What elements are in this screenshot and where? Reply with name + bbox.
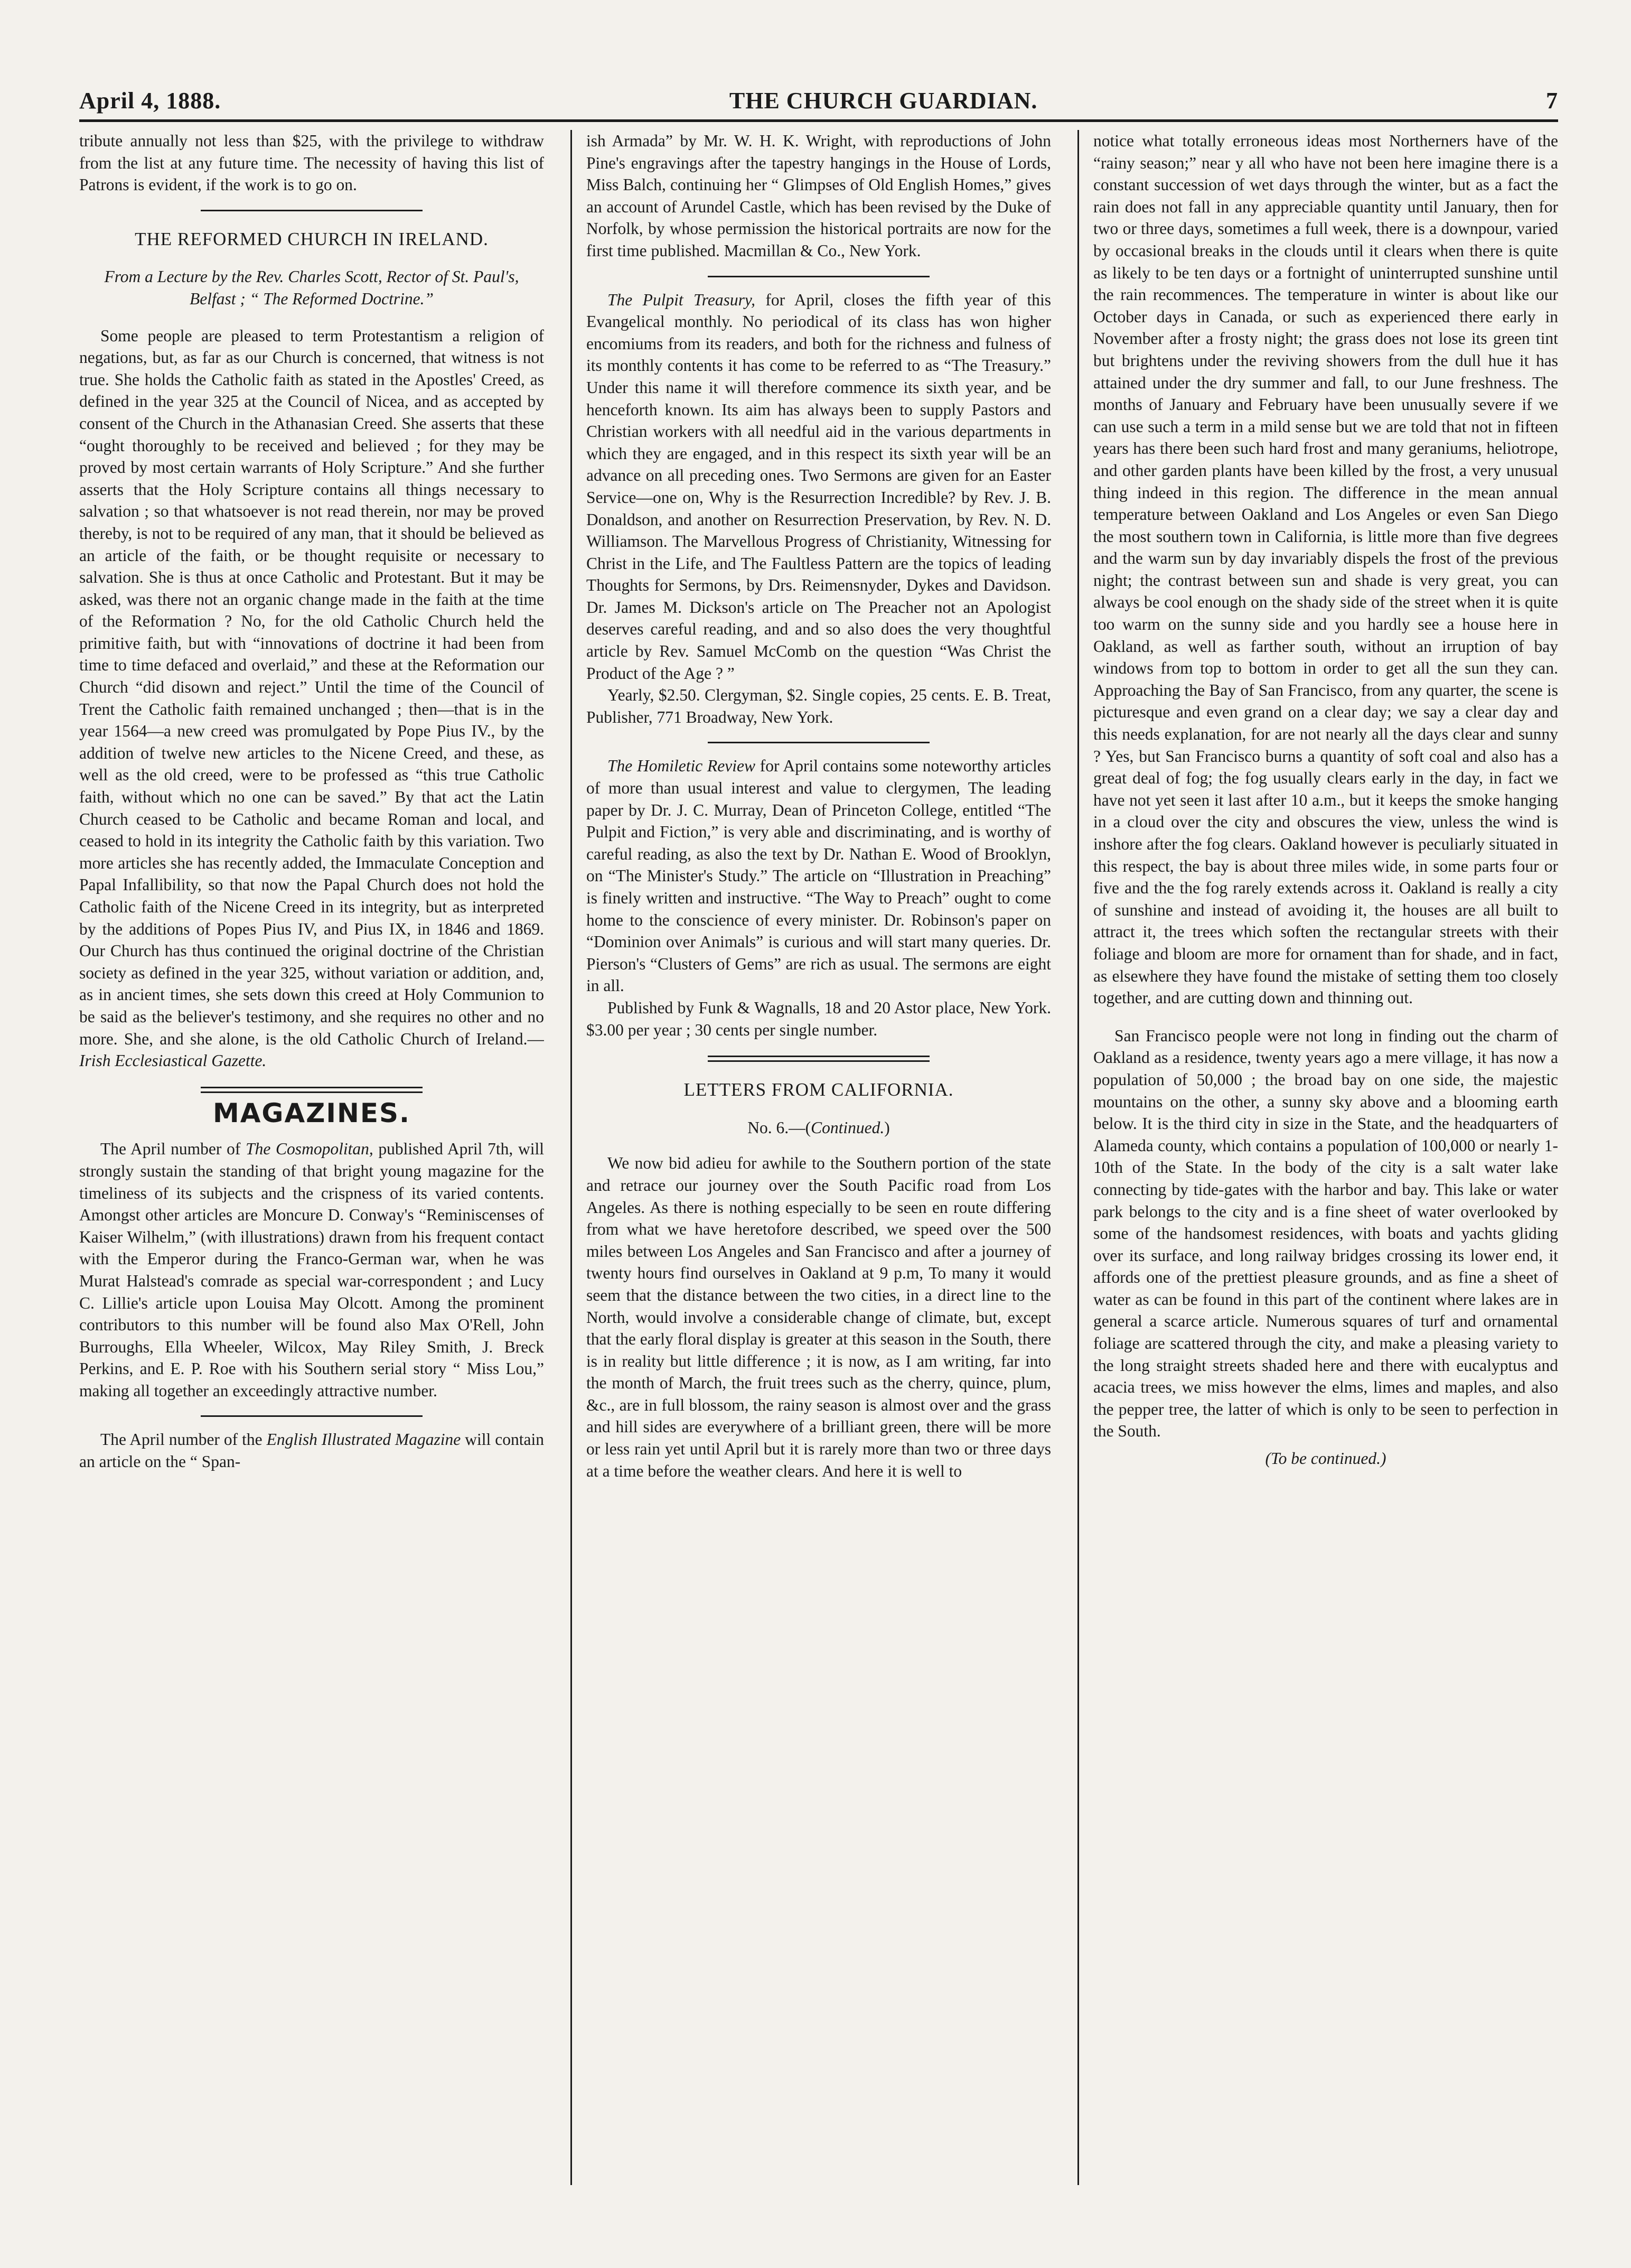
magazine-review — [79, 1138, 544, 1402]
section-heading-letters: LETTERS FROM CALIFORNIA. — [683, 1079, 954, 1100]
letter-number-text: No. 6.—( — [747, 1118, 811, 1137]
column-divider — [570, 130, 572, 2185]
column-2 — [586, 130, 1051, 2190]
header-rule — [79, 119, 1558, 122]
magazine-title: English Illustrated Magazine — [266, 1430, 461, 1449]
review-continuation: ish Armada” by Mr. W. H. K. Wright, with reproductions of John Pine's engravings after the tapestry hangings in the House of Lords, Miss Balch, continuing her “ Glimpses of Old English Homes,” gives an account of Arundel Castle, which has been revised by the Duke of Norfolk, by whose permission the historical portraits are now for the first time published. Macmillan & Co., New York. — [586, 132, 1051, 260]
page-number: 7 — [1546, 88, 1558, 114]
magazine-review — [586, 289, 1051, 685]
continued-label: Continued. — [811, 1118, 885, 1137]
review-text: The April number of the — [100, 1430, 267, 1449]
letter-number-text: ) — [884, 1118, 890, 1137]
subscription-info: Published by Funk & Wagnalls, 18 and 20 Astor place, New York. $3.00 per year ; 30 cents per single number. — [586, 998, 1051, 1039]
article-body — [79, 325, 544, 1072]
column-3 — [1093, 130, 1558, 2190]
letter-body: San Francisco people were not long in finding out the charm of Oakland as a residence, twenty years ago a mere village, it has now a population of 50,000 ; the broad bay on one side, the majestic mountains on the other, a sunny sky above and a blooming earth below. It is the third city in size in the State, and the headquarters of Alameda county, which contains a population of 100,000 or nearly 1-10th of the State. In the body of the city is a salt water lake connecting by tide-gates with the harbor and bay. This lake or water park belongs to the city and is a fine sheet of water overlooked by some of the handsomest residences, with boats and yachts gliding over its surface, and long railway bridges crossing its lower end, it affords one of the prettiest pleasure grounds, and as fine a sheet of water as can be found in this part of the continent where lakes are in general a scarce article. Numerous squares of turf and ornamental foliage are scattered through the city, and make a pleasing variety to the long straight streets shaded here and there with eucalyptus and acacia trees, we miss however the elms, limes and maples, and also the pepper tree, the latter of which is only to be seen to perfection in the South. — [1093, 1026, 1558, 1441]
section-rule — [708, 276, 930, 277]
review-text: for April, closes the fifth year of this Evangelical monthly. No periodical of its class has won higher encomiums from its readers, and both for the richness and fulness of its monthly contents it has come to be referred to as “The Treasury.” Under this name it will therefore commence its sixth year, and be henceforth known. Its aim has always been to supply Pastors and Christian workers with all needful aid in the various departments in which they are engaged, and in this respect its sixth year will be an advance on all preceding ones. Two Sermons are given for an Easter Service—one on, Why is the Resurrection Incredible? by Rev. J. B. Donaldson, and another on Resurrection Preservation, by Rev. N. D. Williamson. The Marvellous Progress of Christianity, Witnessing for Christ in the Life, and The Faultless Pattern are the topics of leading Thoughts for Sermons, by Drs. Reimensnyder, Dykes and Davidson. Dr. James M. Dickson's article on The Preacher not an Apologist deserves careful reading, and and so also does the very thoughtful article by Rev. Samuel McComb on the question “Was Christ the Product of the Age ? ” — [586, 290, 1051, 683]
column-divider — [1077, 130, 1079, 2185]
review-text: The April number of — [100, 1140, 246, 1159]
magazine-title: The Cosmopolitan, — [246, 1140, 373, 1159]
section-rule — [201, 1087, 423, 1093]
review-text: published April 7th, will strongly sustain the standing of that bright young magazine for the timeliness of its subjects and the crispness of its varied contents. Amongst other articles are Moncure D. Conway's “Reminiscenses of Kaiser Wilhelm,” (with illustrations) drawn from his frequent contact with the Emperor during the Franco-German war, when he was Murat Halstead's comrade as special war-correspondent ; and Lucy C. Lillie's article upon Louisa May Olcott. Among the prominent contributors to this number will be found also Max O'Rell, John Burroughs, Ella Wheeler, Wilcox, May Riley Smith, J. Breck Perkins, and E. P. Roe with his Southern serial story “ Miss Lou,” making all together an exceedingly attractive number. — [79, 1140, 544, 1400]
article-byline: From a Lecture by the Rev. Charles Scott, Rector of St. Paul's, Belfast ; “ The Reformed Doctrine.” — [104, 267, 519, 308]
masthead-title: THE CHURCH GUARDIAN. — [729, 88, 1038, 114]
subscription-info: Yearly, $2.50. Clergyman, $2. Single copies, 25 cents. E. B. Treat, Publisher, 771 Broadway, New York. — [586, 686, 1051, 726]
article-text: Some people are pleased to term Protestantism a religion of negations, but, as far as our Church is concerned, that witness is not true. She holds the Catholic faith as stated in the Apostles' Creed, as defined in the year 325 at the Council of Nicea, and as accepted by consent of the Church in the Athanasian Creed. She asserts that these “ought thoroughly to be received and believed ; for they may be proved by most certain warrants of Holy Scripture.” And she further asserts that the Holy Scripture contains all things necessary to salvation ; so that whatsoever is not read therein, nor may be proved thereby, is not to be required of any man, that it should be believed as an article of the faith, or be thought requisite or necessary to salvation. She is thus at once Catholic and Protestant. But it may be asked, was there not an organic change made in the faith at the time of the Reformation ? No, for the old Catholic Church held the primitive faith, but with “innovations of doctrine it had been from time to time defaced and overlaid,” and these at the Reformation our Church “did disown and reject.” Until the time of the Council of Trent the Catholic faith remained unchanged ; then—that is in the year 1564—a new creed was promulgated by Pope Pius IV., by the addition of twelve new articles to the Nicene Creed, and these, as well as the old creed, were to be professed as “this true Catholic faith, without which no one can be saved.” By that act the Latin Church ceased to be Catholic and became Roman and local, and ceased to hold in its integrity the Catholic faith by this variation. Two more articles she has recently added, the Immaculate Conception and Papal Infallibility, so that now the Papal Church does not hold the Catholic faith of the Nicene Creed in its integrity, but as interpreted by the additions of Popes Pius IV, and Pius IX, in 1846 and 1869. Our Church has thus continued the original doctrine of the Christian society as defined in the year 325, without variation or addition, and, as in ancient times, she sets down this creed at Holy Communion to be said as the believer's testimony, and she requires no other and no more. She, and she alone, is the old Catholic Church of Ireland.— — [79, 326, 544, 1048]
magazine-review — [79, 1429, 544, 1472]
to-be-continued: (To be continued.) — [1265, 1449, 1386, 1468]
magazine-title: The Homiletic Review — [607, 757, 755, 776]
magazine-review — [586, 755, 1051, 997]
issue-date: April 4, 1888. — [79, 88, 221, 114]
page-header — [79, 79, 1558, 114]
letter-continuation: notice what totally erroneous ideas most Northerners have of the “rainy season;” near y all who have not been here imagine there is a constant succession of wet days through the winter, but as a fact the rain does not fall in any appreciable quantity until January, then for two or three days, sometimes a full week, there is a downpour, varied by occasional breaks in the clouds until it clears when there is quite as likely to be ten days or a fortnight of uninterrupted sunshine until the rain recommences. The temperature in winter is about like our October days in Canada, or such as experienced there early in November after a frosty night; the grass does not lose its green tint but brightens under the reviving showers from the dull hue it has attained under the dry summer and fall, to our June freshness. The months of January and February have been unusually severe if we can use such a term in a mild sense but we are told that not in fifteen years has there been such hard frost and many geraniums, heliotrope, and other garden plants have been killed by the frost, a very unusual thing indeed in this region. The difference in the mean annual temperature between Oakland and Los Angeles or even San Diego the most southern town in California, is little more than five degrees and the warm sun by day invariably dispels the frost of the previous night; the contrast between sun and shade is very great, you can always be cool enough on the shady side of the street when it is quite too warm on the sunny side and you hardly see a house here in Oakland, as well as farther south, without an irruption of bay windows from top to bottom in order to get all the sun they can. Approaching the Bay of San Francisco, from any quarter, the scene is picturesque and even grand on a clear day; we say a clear day and this needs explanation, for are not nearly all the days clear and sunny ? Yes, but San Francisco burns a quantity of soft coal and also has a great deal of fog; the fog usually clears early in the day, in fact we have not yet seen it last after 10 a.m., but it keeps the smoke hanging in a cloud over the city and obscures the view, unless the wind is inshore after the fog clears. Oakland however is peculiarly situated in this respect, the bay is about three miles wide, in some parts four or five and the the fog rarely extends across it. Oakland is really a city of sunshine and instead of avoiding it, the houses are all built to attract it, the trees which soften the rectangular streets with their foliage and bloom are more for ornament than for shade, and in fact, as elsewhere they have found the mistake of setting them too closely together, and are cutting down and thinning out. — [1093, 132, 1558, 1007]
section-rule — [201, 210, 423, 211]
section-rule — [708, 742, 930, 743]
column-1 — [79, 130, 544, 2190]
section-heading-reformed-church: THE REFORMED CHURCH IN IRELAND. — [135, 228, 489, 249]
section-rule — [708, 1056, 930, 1062]
review-text: will contain an article on the “ Span- — [79, 1430, 544, 1471]
section-rule — [201, 1415, 423, 1417]
review-text: for April contains some noteworthy articles of more than usual interest and value to clergymen, The leading paper by Dr. J. C. Murray, Dean of Princeton College, entitled “The Pulpit and Fiction,” is very able and discriminating, and is worthy of careful reading, as also the text by Dr. Nathan E. Wood of Brooklyn, on “The Minister's Study.” The article on “Illustration in Preaching” is finely written and instructive. “The Way to Preach” ought to come home to the conscience of every minister. Dr. Robinson's paper on “Dominion over Animals” is curious and will start many queries. Dr. Pierson's “Clusters of Gems” are rich as usual. The sermons are eight in all. — [586, 757, 1051, 995]
section-heading-magazines: MAGAZINES. — [212, 1097, 411, 1128]
magazine-title: The Pulpit Treasury, — [607, 290, 755, 309]
article-continuation: tribute annually not less than $25, with the privilege to withdraw from the list at any future time. The necessity of having this list of Patrons is evident, if the work is to go on. — [79, 132, 544, 194]
letter-number — [586, 1117, 1051, 1139]
article-source: Irish Ecclesiastical Gazette. — [79, 1051, 267, 1070]
letter-body: We now bid adieu for awhile to the Southern portion of the state and retrace our journey over the South Pacific road from Los Angeles. As there is nothing especially to be seen en route differing from what we have heretofore described, we speed over the 500 miles between Los Angeles and San Francisco and after a journey of twenty hours find ourselves in Oakland at 9 p.m, To many it would seem that the distance between the two cities, in a direct line to the North, would involve a considerable change of climate, but, except that the early floral display is greater at this season in the South, there is in reality but little difference ; it is now, as I am writing, far into the month of March, the fruit trees such as the cherry, quince, plum, &c., are in full blossom, the rainy season is almost over and the grass and hill sides are everywhere of a brilliant green, there will be more or less rain yet until April but it is rarely more than two or three days at a time before the weather clears. And here it is well to — [586, 1154, 1051, 1480]
